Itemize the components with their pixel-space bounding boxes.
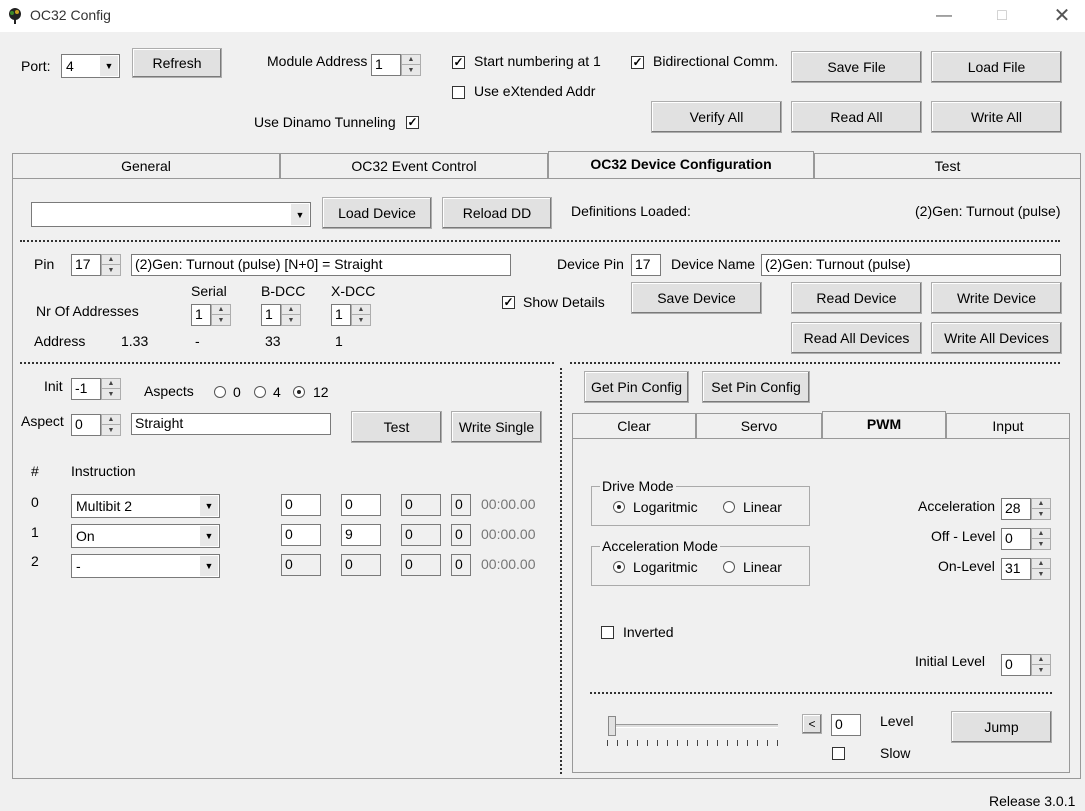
read-all-button[interactable]: Read All [791, 101, 922, 133]
definitions-loaded-name: (2)Gen: Turnout (pulse) [915, 203, 1061, 219]
spin-down-icon[interactable]: ▼ [407, 66, 415, 74]
drive-logaritmic-radio[interactable] [613, 501, 625, 513]
spin-down-icon[interactable]: ▼ [107, 266, 115, 274]
on-level-label: On-Level [938, 558, 995, 574]
tab-event-control[interactable]: OC32 Event Control [280, 153, 548, 179]
divider [590, 692, 1052, 694]
serial-spinner[interactable] [211, 304, 231, 326]
spin-down-icon[interactable]: ▼ [107, 426, 115, 434]
aspects-label: Aspects [144, 383, 194, 399]
aspects-option-12: 12 [313, 384, 329, 400]
param-c-input[interactable]: 0 [401, 494, 441, 516]
slow-label: Slow [880, 745, 911, 761]
drive-mode-title: Drive Mode [602, 478, 674, 494]
row-number: 1 [31, 524, 39, 540]
pin-description: (2)Gen: Turnout (pulse) [N+0] = Straight [131, 254, 511, 276]
jump-button[interactable]: Jump [951, 711, 1052, 743]
param-b-input[interactable]: 0 [341, 494, 381, 516]
bidirectional-checkbox[interactable]: ✓ [632, 55, 643, 69]
on-level-spinner[interactable] [1031, 558, 1051, 580]
level-slider[interactable] [604, 716, 782, 750]
refresh-button[interactable]: Refresh [132, 48, 222, 78]
maximize-icon[interactable]: □ [997, 7, 1007, 24]
chevron-down-icon[interactable]: ▼ [100, 56, 118, 76]
acceleration-mode-title: Acceleration Mode [602, 538, 718, 554]
instruction-select[interactable] [71, 524, 220, 548]
pin-label: Pin [34, 256, 55, 272]
bdcc-label: B-DCC [261, 283, 306, 299]
window-title: OC32 Config [30, 7, 111, 23]
test-button[interactable]: Test [351, 411, 442, 443]
spin-up-icon[interactable]: ▲ [402, 55, 420, 65]
verify-all-button[interactable]: Verify All [651, 101, 782, 133]
instruction-value: On [76, 528, 95, 544]
chevron-down-icon[interactable]: ▼ [291, 204, 309, 225]
aspects-option-4: 4 [273, 384, 281, 400]
param-b-input[interactable]: 9 [341, 524, 381, 546]
off-level-input[interactable]: 0 [1001, 528, 1031, 550]
divider [560, 368, 562, 774]
initial-level-label: Initial Level [915, 653, 986, 669]
param-d-input[interactable]: 0 [451, 524, 471, 546]
spin-down-icon[interactable]: ▼ [357, 316, 365, 324]
app-icon [6, 7, 24, 25]
aspect-input[interactable]: 0 [71, 414, 101, 436]
start-numbering-checkbox[interactable]: ✓ [453, 55, 464, 69]
on-level-input[interactable]: 31 [1001, 558, 1031, 580]
spin-down-icon[interactable]: ▼ [1037, 510, 1045, 518]
xdcc-input[interactable]: 1 [331, 304, 351, 326]
chevron-left-icon[interactable]: < [802, 714, 822, 734]
address-label: Address [34, 333, 86, 349]
chevron-down-icon[interactable]: ▼ [200, 526, 218, 546]
spin-down-icon[interactable]: ▼ [107, 390, 115, 398]
row-number: 0 [31, 494, 39, 510]
instruction-select[interactable] [71, 494, 220, 518]
use-dinamo-label: Use Dinamo Tunneling [254, 114, 396, 130]
device-name-input[interactable]: (2)Gen: Turnout (pulse) [761, 254, 1061, 276]
use-extended-label: Use eXtended Addr [474, 83, 596, 99]
reload-dd-button[interactable]: Reload DD [442, 197, 552, 229]
param-c-input[interactable]: 0 [401, 524, 441, 546]
row-time: 00:00.00 [481, 526, 536, 542]
use-extended-checkbox[interactable] [452, 86, 465, 99]
spin-up-icon[interactable]: ▲ [282, 305, 300, 315]
slider-thumb[interactable] [608, 716, 616, 736]
show-details-label: Show Details [523, 294, 605, 310]
write-device-button[interactable]: Write Device [931, 282, 1062, 314]
off-level-spinner[interactable] [1031, 528, 1051, 550]
inverted-label: Inverted [623, 624, 674, 640]
title-bar [0, 0, 1085, 32]
spin-down-icon[interactable]: ▼ [1037, 666, 1045, 674]
subtab-servo[interactable]: Servo [696, 413, 822, 439]
accel-linear-radio[interactable] [723, 561, 735, 573]
spin-down-icon[interactable]: ▼ [1037, 540, 1045, 548]
spin-up-icon[interactable]: ▲ [1032, 559, 1050, 569]
spin-up-icon[interactable]: ▲ [102, 379, 120, 389]
init-input[interactable]: -1 [71, 378, 101, 400]
use-dinamo-checkbox[interactable]: ✓ [407, 115, 418, 129]
write-all-button[interactable]: Write All [931, 101, 1062, 133]
read-all-devices-button[interactable]: Read All Devices [791, 322, 922, 354]
device-definition-select[interactable] [31, 202, 311, 227]
bdcc-spinner[interactable] [281, 304, 301, 326]
init-spinner[interactable] [101, 378, 121, 400]
spin-down-icon[interactable]: ▼ [217, 316, 225, 324]
xdcc-address: 1 [335, 333, 343, 349]
spin-down-icon[interactable]: ▼ [1037, 570, 1045, 578]
show-details-checkbox[interactable]: ✓ [503, 295, 514, 309]
level-label: Level [880, 713, 914, 729]
bdcc-address: 33 [265, 333, 281, 349]
param-a-input[interactable]: 0 [281, 554, 321, 576]
drive-linear-radio[interactable] [723, 501, 735, 513]
instruction-header: Instruction [71, 463, 136, 479]
aspect-spinner[interactable] [101, 414, 121, 436]
divider [570, 362, 1060, 364]
row-number: 2 [31, 553, 39, 569]
slow-checkbox[interactable] [832, 747, 845, 760]
acceleration-label: Acceleration [918, 498, 996, 514]
param-a-input[interactable]: 0 [281, 524, 321, 546]
set-pin-config-button[interactable]: Set Pin Config [702, 371, 810, 403]
subtab-clear[interactable]: Clear [572, 413, 696, 439]
pin-input[interactable]: 17 [71, 254, 101, 276]
definitions-loaded-label: Definitions Loaded: [571, 203, 691, 219]
accel-linear-label: Linear [743, 559, 782, 575]
spin-up-icon[interactable]: ▲ [102, 255, 120, 265]
slider-ticks [607, 740, 779, 746]
port-select[interactable] [61, 54, 120, 78]
row-time: 00:00.00 [481, 496, 536, 512]
drive-logaritmic-label: Logaritmic [633, 499, 698, 515]
save-device-button[interactable]: Save Device [631, 282, 762, 314]
chevron-down-icon[interactable]: ▼ [200, 496, 218, 516]
off-level-label: Off - Level [931, 528, 996, 544]
get-pin-config-button[interactable]: Get Pin Config [584, 371, 689, 403]
initial-level-spinner[interactable] [1031, 654, 1051, 676]
acceleration-input[interactable]: 28 [1001, 498, 1031, 520]
tab-general[interactable]: General [12, 153, 280, 179]
tab-device-configuration[interactable]: OC32 Device Configuration [548, 151, 814, 179]
bidirectional-label: Bidirectional Comm. [653, 53, 779, 69]
nr-addresses-label: Nr Of Addresses [36, 303, 139, 319]
read-device-button[interactable]: Read Device [791, 282, 922, 314]
param-c-input[interactable]: 0 [401, 554, 441, 576]
row-number-header: # [31, 463, 39, 479]
address-value: 1.33 [121, 333, 149, 349]
device-name-label: Device Name [671, 256, 756, 272]
device-pin-label: Device Pin [557, 256, 624, 272]
divider [20, 240, 1060, 242]
divider [20, 362, 554, 364]
aspects-radio-0[interactable] [214, 386, 226, 398]
bdcc-input[interactable]: 1 [261, 304, 281, 326]
minimize-icon[interactable]: — [936, 7, 952, 24]
subtab-pwm[interactable]: PWM [822, 411, 946, 439]
subtab-input[interactable]: Input [946, 413, 1070, 439]
module-address-label: Module Address [267, 53, 368, 69]
aspects-radio-4[interactable] [254, 386, 266, 398]
initial-level-input[interactable]: 0 [1001, 654, 1031, 676]
load-device-button[interactable]: Load Device [322, 197, 432, 229]
acceleration-spinner[interactable] [1031, 498, 1051, 520]
init-label: Init [44, 378, 63, 394]
release-version: Release 3.0.1 [989, 793, 1076, 809]
serial-address: - [195, 333, 200, 349]
aspects-option-0: 0 [233, 384, 241, 400]
xdcc-label: X-DCC [331, 283, 376, 299]
spin-up-icon[interactable]: ▲ [212, 305, 230, 315]
tab-test[interactable]: Test [814, 153, 1081, 179]
accel-logaritmic-radio[interactable] [613, 561, 625, 573]
instruction-select[interactable] [71, 554, 220, 578]
serial-label: Serial [191, 283, 227, 299]
module-address-input[interactable]: 1 [371, 54, 401, 76]
level-input[interactable]: 0 [831, 714, 861, 736]
device-pin-input[interactable]: 17 [631, 254, 661, 276]
inverted-checkbox[interactable] [601, 626, 614, 639]
module-address-spinner[interactable] [401, 54, 421, 76]
spin-up-icon[interactable]: ▲ [1032, 499, 1050, 509]
save-file-button[interactable]: Save File [791, 51, 922, 83]
port-label: Port: [21, 58, 51, 74]
spin-up-icon[interactable]: ▲ [1032, 529, 1050, 539]
param-a-input[interactable]: 0 [281, 494, 321, 516]
chevron-down-icon[interactable]: ▼ [200, 556, 218, 576]
slider-track [608, 724, 778, 728]
close-icon[interactable]: ✕ [1053, 5, 1071, 27]
write-single-button[interactable]: Write Single [451, 411, 542, 443]
serial-input[interactable]: 1 [191, 304, 211, 326]
start-numbering-label: Start numbering at 1 [474, 53, 601, 69]
port-value: 4 [66, 58, 74, 74]
spin-up-icon[interactable]: ▲ [352, 305, 370, 315]
xdcc-spinner[interactable] [351, 304, 371, 326]
aspect-name-input[interactable]: Straight [131, 413, 331, 435]
param-d-input[interactable]: 0 [451, 494, 471, 516]
aspects-radio-12[interactable] [293, 386, 305, 398]
param-b-input[interactable]: 0 [341, 554, 381, 576]
drive-linear-label: Linear [743, 499, 782, 515]
write-all-devices-button[interactable]: Write All Devices [931, 322, 1062, 354]
row-time: 00:00.00 [481, 556, 536, 572]
spin-up-icon[interactable]: ▲ [102, 415, 120, 425]
pin-spinner[interactable] [101, 254, 121, 276]
aspect-label: Aspect [21, 413, 64, 429]
instruction-value: Multibit 2 [76, 498, 133, 514]
param-d-input[interactable]: 0 [451, 554, 471, 576]
accel-logaritmic-label: Logaritmic [633, 559, 698, 575]
spin-down-icon[interactable]: ▼ [287, 316, 295, 324]
load-file-button[interactable]: Load File [931, 51, 1062, 83]
instruction-value: - [76, 558, 81, 574]
spin-up-icon[interactable]: ▲ [1032, 655, 1050, 665]
